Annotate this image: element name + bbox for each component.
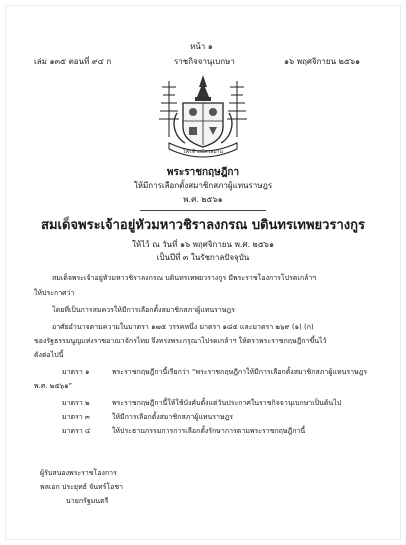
section-2-label: มาตรา ๒ xyxy=(62,399,90,407)
page-number: หน้า ๑ xyxy=(190,42,213,51)
doc-subject: ให้มีการเลือกตั้งสมาชิกสภาผู้แทนราษฎร xyxy=(133,181,273,190)
royal-emblem-icon xyxy=(155,73,251,161)
signatory-position: นายกรัฐมนตรี xyxy=(66,497,109,505)
doc-type-heading: พระราชกฤษฎีกา xyxy=(166,167,240,178)
purpose-paragraph: โดยที่เป็นการสมควรให้มีการเลือกตั้งสมาชิกสภาผู้แทนราษฎร xyxy=(52,306,235,314)
authority-line-2: ของรัฐธรรมนูญแห่งราชอาณาจักรไทย จึงทรงพระกรุณาโปรดเกล้าฯ ให้ตราพระราชกฤษฎีกาขึ้นไว้ xyxy=(34,337,327,345)
countersign-label: ผู้รับสนองพระราชโองการ xyxy=(40,469,117,477)
gazette-date: ๑๖ พฤศจิกายน ๒๕๖๑ xyxy=(284,57,361,66)
section-4-text: ให้ประธานกรรมการการเลือกตั้งรักษาการตามพระราชกฤษฎีกานี้ xyxy=(112,427,306,435)
volume-info: เล่ม ๑๓๕ ตอนที่ ๙๔ ก xyxy=(34,57,112,66)
reign-year: เป็นปีที่ ๓ ในรัชกาลปัจจุบัน xyxy=(156,253,250,262)
section-3-text: ให้มีการเลือกตั้งสมาชิกสภาผู้แทนราษฎร xyxy=(112,413,234,421)
intro-line-1: สมเด็จพระเจ้าอยู่หัวมหาวชิราลงกรณ บดินทรเทพยวรางกูร มีพระราชโองการโปรดเกล้าฯ xyxy=(52,274,317,282)
section-3-label: มาตรา ๓ xyxy=(62,413,90,421)
authority-line-1: อาศัยอำนาจตามความในมาตรา ๑๗๕ วรรคหนึ่ง มาตรา ๑๘๕ และมาตรา ๒๖๙ (๑) (ก) xyxy=(52,323,314,331)
doc-year: พ.ศ. ๒๕๖๑ xyxy=(183,195,223,204)
section-1-continuation: พ.ศ. ๒๕๖๑” xyxy=(34,382,73,390)
section-4-label: มาตรา ๔ xyxy=(62,427,91,435)
section-1-label: มาตรา ๑ xyxy=(62,368,90,376)
authority-line-3: ดังต่อไปนี้ xyxy=(34,351,64,359)
gazette-name: ราชกิจจานุเบกษา xyxy=(174,57,235,66)
section-2-text: พระราชกฤษฎีกานี้ให้ใช้บังคับตั้งแต่วันประกาศในราชกิจจานุเบกษาเป็นต้นไป xyxy=(112,399,342,407)
signatory-name: พลเอก ประยุทธ์ จันทร์โอชา xyxy=(40,483,124,491)
title-divider xyxy=(140,210,266,211)
section-1-text: พระราชกฤษฎีกานี้เรียกว่า “พระราชกฤษฎีกาให้มีการเลือกตั้งสมาชิกสภาผู้แทนราษฎร xyxy=(112,368,368,376)
svg-text:ไพร่ฟ้าสมัครสมาน: ไพร่ฟ้าสมัครสมาน xyxy=(183,149,223,155)
intro-line-2: ให้ประกาศว่า xyxy=(34,289,75,297)
given-date: ให้ไว้ ณ วันที่ ๑๖ พฤศจิกายน พ.ศ. ๒๕๖๑ xyxy=(131,240,275,249)
king-name: สมเด็จพระเจ้าอยู่หัวมหาวชิราลงกรณ บดินทรเทพยวรางกูร xyxy=(41,218,365,233)
